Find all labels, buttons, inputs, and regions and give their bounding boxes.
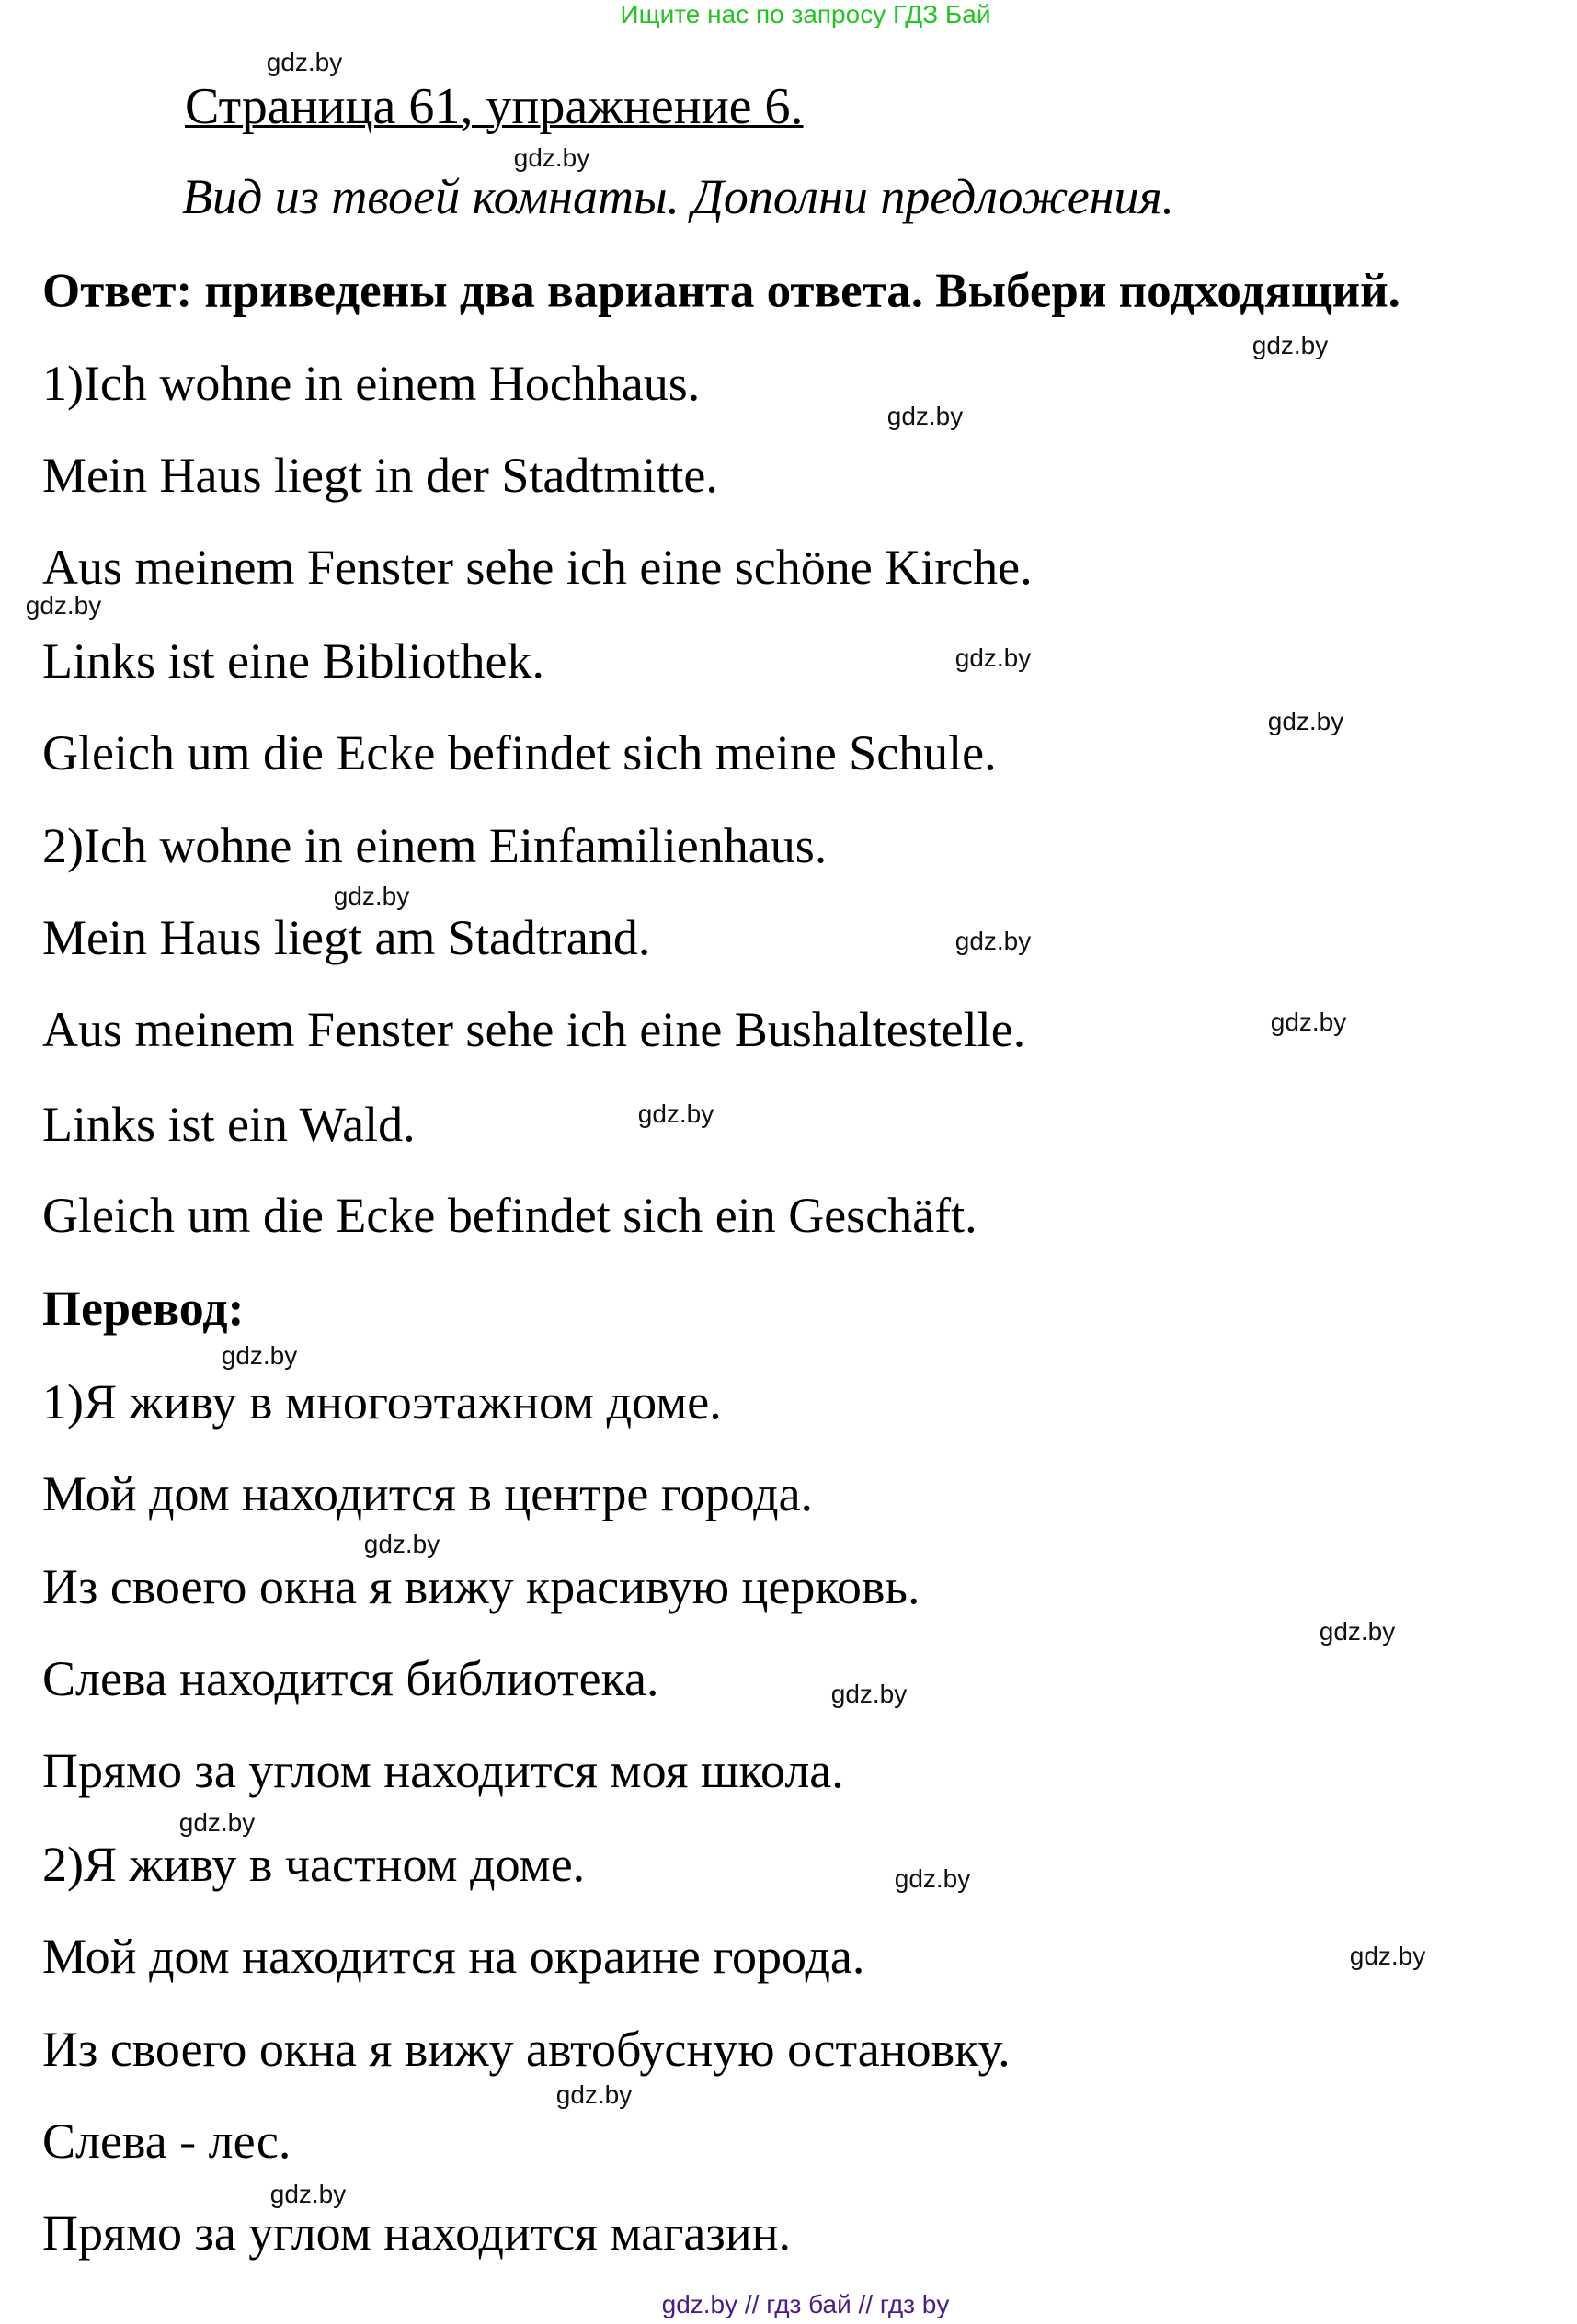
translation-heading: Перевод: <box>42 1281 245 1336</box>
german-line: 1)Ich wohne in einem Hochhaus. <box>42 356 701 411</box>
german-line: Aus meinem Fenster sehe ich eine Bushaltestelle. <box>42 1002 1026 1057</box>
watermark: gdz.by <box>363 1530 440 1558</box>
russian-line: Прямо за углом находится магазин. <box>42 2205 792 2261</box>
watermark: gdz.by <box>954 927 1032 955</box>
german-line: Links ist eine Bibliothek. <box>42 633 544 689</box>
german-line: Aus meinem Fenster sehe ich eine schöne Kirche. <box>42 540 1033 595</box>
russian-line: Из своего окна я вижу автобусную остановку. <box>42 2022 1011 2077</box>
russian-line: Слева - лес. <box>42 2113 291 2169</box>
watermark: gdz.by <box>954 644 1032 672</box>
watermark: gdz.by <box>886 402 964 430</box>
german-line: Mein Haus liegt am Stadtrand. <box>42 910 651 965</box>
watermark: gdz.by <box>894 1864 971 1893</box>
watermark: gdz.by <box>1270 1008 1347 1036</box>
task-text: Вид из твоей комнаты. Дополни предложения. <box>182 169 1175 224</box>
russian-line: Слева находится библиотека. <box>42 1651 659 1706</box>
german-line: Mein Haus liegt in der Stadtmitte. <box>42 448 718 503</box>
russian-line: Мой дом находится на окраине города. <box>42 1929 865 1984</box>
search-banner: Ищите нас по запросу ГДЗ Бай <box>620 0 991 28</box>
german-line: Gleich um die Ecke befindet sich ein Geschäft. <box>42 1188 977 1243</box>
watermark: gdz.by <box>266 48 343 76</box>
page-title: Страница 61, упражнение 6. <box>185 78 804 135</box>
watermark: gdz.by <box>1319 1617 1396 1646</box>
russian-line: 1)Я живу в многоэтажном доме. <box>42 1374 722 1430</box>
watermark: gdz.by <box>830 1680 908 1708</box>
answer-heading: Ответ: приведены два варианта ответа. Выбери подходящий. <box>42 264 1400 318</box>
watermark: gdz.by <box>25 591 102 620</box>
watermark: gdz.by <box>555 2080 633 2109</box>
russian-line: Прямо за углом находится моя школа. <box>42 1743 844 1798</box>
russian-line: 2)Я живу в частном доме. <box>42 1837 586 1892</box>
watermark: gdz.by <box>333 882 410 910</box>
watermark: gdz.by <box>1251 331 1329 359</box>
german-line: Links ist ein Wald. <box>42 1097 416 1152</box>
german-line: Gleich um die Ecke befindet sich meine Schule. <box>42 725 997 780</box>
footer-links[interactable]: gdz.by // гдз бай // гдз by <box>661 2290 950 2318</box>
watermark: gdz.by <box>178 1808 256 1837</box>
watermark: gdz.by <box>1349 1942 1426 1970</box>
watermark: gdz.by <box>221 1341 298 1370</box>
watermark: gdz.by <box>637 1099 714 1128</box>
watermark: gdz.by <box>513 143 590 172</box>
russian-line: Мой дом находится в центре города. <box>42 1466 814 1521</box>
watermark: gdz.by <box>1267 707 1344 735</box>
german-line: 2)Ich wohne in einem Einfamilienhaus. <box>42 818 828 873</box>
russian-line: Из своего окна я вижу красивую церковь. <box>42 1559 920 1614</box>
watermark: gdz.by <box>269 2180 347 2208</box>
